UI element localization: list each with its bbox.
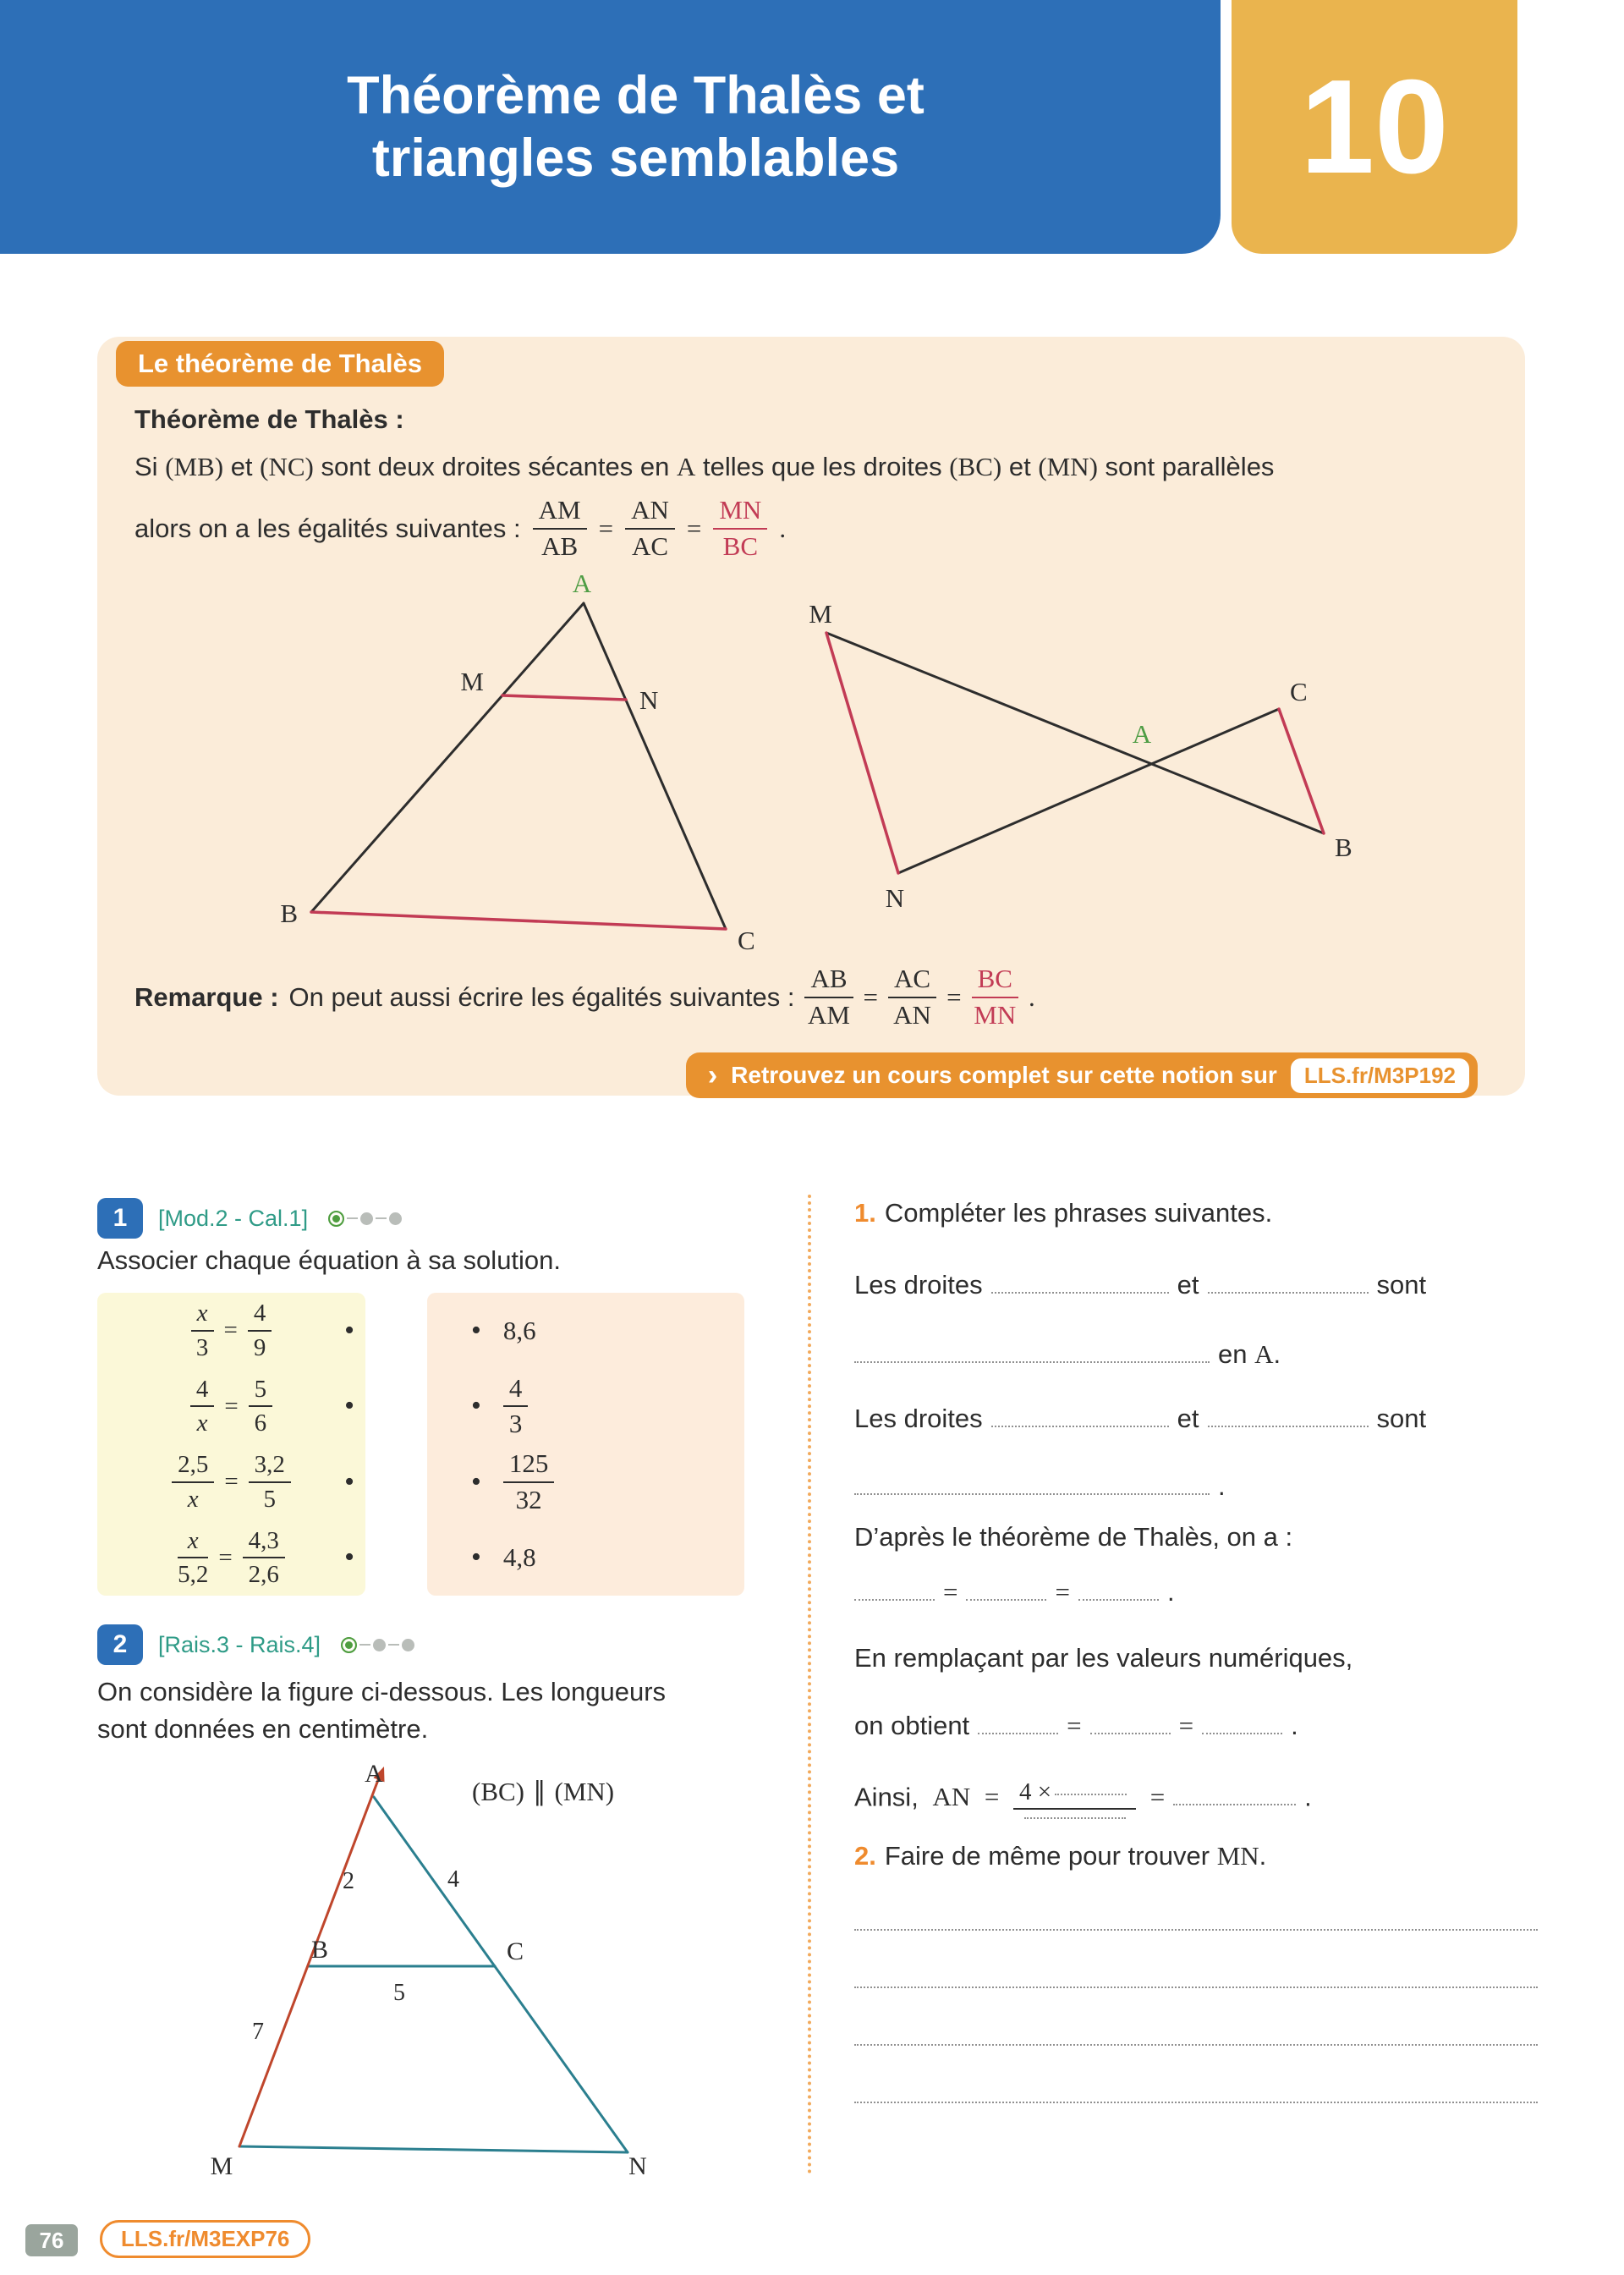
difficulty-dot <box>373 1639 386 1651</box>
point-label-N: N <box>885 883 905 913</box>
exercise2-instruction: On considère la figure ci-dessous. Les longueurs sont données en centimètre. <box>97 1677 667 1745</box>
fraction-MN-BC: $\frac{MN}{BC}$ <box>713 496 767 561</box>
length-BC: 5 <box>393 1980 405 2006</box>
fill-blank[interactable] <box>1208 1421 1369 1427</box>
exercise2-figure <box>127 1760 702 2183</box>
point-label-N: N <box>628 2152 647 2180</box>
point-label-M: M <box>809 599 832 629</box>
theorem-remark: Remarque : On peut aussi écrire les égalités suivantes : $\frac{AB}{AM}$ = $\frac{AC}{AN}$ = $\frac{BC}{MN}$ . <box>134 964 1035 1030</box>
match-dot: • <box>344 1390 354 1422</box>
match-dot: • <box>471 1314 481 1346</box>
phrase-line: on obtient = = . <box>854 1711 1298 1740</box>
remark-text: On peut aussi écrire les égalités suivantes : <box>288 981 795 1012</box>
equation-row: $\frac{x}{5,2}$ = $\frac{4,3}{2,6}$ • <box>178 1526 354 1589</box>
thales-triangle-figure <box>254 567 795 956</box>
question-2: 2. Faire de même pour trouver MN. <box>854 1841 1267 1871</box>
solution-row <box>427 1444 744 1520</box>
difficulty-dot <box>360 1212 373 1225</box>
match-dot: • <box>344 1541 354 1574</box>
title-line-2: triangles semblables <box>371 129 900 188</box>
fraction-AM-AB: $\frac{AM}{AB}$ <box>533 496 587 561</box>
solution-value: $\frac{125}{32}$ <box>503 1449 555 1514</box>
course-link-banner <box>686 1052 1478 1098</box>
equalities-prefix: alors on a les égalités suivantes : <box>134 513 521 543</box>
point-label-C: C <box>507 1937 524 1965</box>
fill-blank[interactable] <box>1208 1287 1369 1294</box>
difficulty-connector <box>359 1644 370 1646</box>
point-label-M: M <box>460 667 484 696</box>
exercise1-equations-box <box>97 1293 365 1596</box>
answer-line[interactable] <box>854 1929 1538 1931</box>
fill-blank[interactable] <box>854 1594 935 1601</box>
match-dot: • <box>471 1390 481 1422</box>
fill-blank[interactable] <box>1024 1812 1126 1819</box>
match-dot: • <box>471 1465 481 1497</box>
theorem-equalities: alors on a les égalités suivantes : $\frac{AM}{AB}$ = $\frac{AN}{AC}$ = $\frac{MN}{BC}$ . <box>134 495 787 561</box>
fill-blank[interactable] <box>1090 1728 1171 1734</box>
fill-blank[interactable] <box>991 1287 1169 1294</box>
point-label-A: A <box>1132 719 1152 749</box>
point-label-A: A <box>365 1760 383 1788</box>
fraction-AB-AM: $\frac{AB}{AM}$ <box>804 964 853 1030</box>
phrase-line: en A. <box>854 1338 1538 1371</box>
fill-blank[interactable] <box>854 1356 1210 1363</box>
question-1: 1. Compléter les phrases suivantes. <box>854 1198 1273 1228</box>
match-dot: • <box>471 1541 481 1574</box>
question-number: 1. <box>854 1198 876 1228</box>
phrase-line: D’après le théorème de Thalès, on a : <box>854 1522 1293 1552</box>
length-BM: 7 <box>252 2019 264 2045</box>
theorem-title: Théorème de Thalès : <box>134 404 404 434</box>
an-fraction: 4 × <box>1013 1778 1136 1819</box>
fraction-AN-AC: $\frac{AN}{AC}$ <box>625 496 675 561</box>
solution-value: $\frac{4}{3}$ <box>503 1374 529 1439</box>
point-label-M: M <box>210 2152 233 2180</box>
length-AC: 4 <box>447 1866 459 1893</box>
answer-line[interactable] <box>854 2102 1538 2103</box>
theorem-statement: Si (MB) et (NC) sont deux droites sécantes en A telles que les droites (BC) et (MN) sont parallèles <box>134 452 1275 481</box>
point-label-A: A <box>572 569 592 598</box>
equation-row: $\frac{4}{x}$ = $\frac{5}{6}$ • <box>97 1369 365 1445</box>
conclusion-line: Ainsi, AN = 4 × = . <box>854 1778 1538 1819</box>
point-label-C: C <box>1290 677 1308 706</box>
difficulty-dot <box>402 1639 414 1651</box>
solution-row <box>427 1293 744 1369</box>
answer-line[interactable] <box>854 1987 1538 1988</box>
equation-blanks-line: = = . <box>854 1575 1538 1609</box>
exercise2-number-badge: 2 <box>97 1624 143 1665</box>
difficulty-indicator <box>341 1637 414 1653</box>
equation-row: $\frac{x}{3}$ = $\frac{4}{9}$ • <box>97 1293 365 1369</box>
phrase-line: En remplaçant par les valeurs numériques, <box>854 1643 1353 1673</box>
solution-value: 4,8 <box>502 1542 536 1573</box>
column-separator <box>808 1195 811 2174</box>
theorem-pill: Le théorème de Thalès <box>116 341 444 387</box>
exercise1-solutions-box <box>427 1293 744 1596</box>
exercise-online-link[interactable]: LLS.fr/M3EXP76 <box>100 2220 310 2258</box>
remark-label: Remarque : <box>134 981 279 1012</box>
point-label-N: N <box>639 685 659 715</box>
exercise2-header <box>97 1624 414 1665</box>
point-label-C: C <box>738 926 755 955</box>
fill-blank[interactable] <box>1078 1594 1159 1601</box>
question-number: 2. <box>854 1841 876 1871</box>
fill-blank[interactable] <box>991 1421 1169 1427</box>
exercise2-skills-tag: [Rais.3 - Rais.4] <box>158 1631 321 1657</box>
solution-row <box>427 1369 744 1445</box>
parallel-note: (BC) ∥ (MN) <box>472 1777 615 1807</box>
fraction-AC-AN: $\frac{AC}{AN}$ <box>888 964 936 1030</box>
thales-butterfly-figure <box>795 592 1370 931</box>
point-label-B: B <box>1335 833 1352 862</box>
difficulty-indicator <box>328 1211 402 1227</box>
fill-blank[interactable] <box>978 1728 1058 1734</box>
fill-blank[interactable] <box>966 1594 1046 1601</box>
exercise1-instruction: Associer chaque équation à sa solution. <box>97 1245 562 1275</box>
length-AB: 2 <box>343 1868 354 1894</box>
exercise1-number-badge: 1 <box>97 1198 143 1239</box>
match-dot: • <box>344 1465 354 1497</box>
exercise1-skills-tag: [Mod.2 - Cal.1] <box>158 1205 309 1231</box>
fraction-BC-MN: $\frac{BC}{MN}$ <box>972 964 1018 1030</box>
difficulty-dot-active <box>341 1637 357 1653</box>
difficulty-dot-active <box>328 1211 344 1227</box>
solution-value: 8,6 <box>502 1315 536 1345</box>
equation-row: $\frac{2,5}{x}$ = $\frac{3,2}{5}$ • <box>97 1444 365 1520</box>
fill-blank[interactable] <box>854 1488 1210 1495</box>
difficulty-dot <box>389 1212 402 1225</box>
point-label-B: B <box>310 1936 329 1964</box>
solution-row <box>427 1520 744 1596</box>
fill-blank[interactable] <box>1202 1728 1282 1734</box>
chapter-header <box>0 0 1221 254</box>
page-title <box>296 64 924 190</box>
fill-blank[interactable] <box>1055 1789 1127 1795</box>
difficulty-connector <box>376 1217 387 1219</box>
point-label-B: B <box>280 898 298 928</box>
chapter-number: 10 <box>1232 0 1517 254</box>
page-number: 76 <box>25 2224 78 2256</box>
title-line-1: Théorème de Thalès et <box>347 65 924 125</box>
theorem-box <box>97 337 1525 1096</box>
banner-text: Retrouvez un cours complet sur cette notion sur <box>731 1062 1277 1088</box>
questions-column <box>854 1196 1538 2103</box>
exercise1-header <box>97 1198 402 1239</box>
phrase-line: . <box>854 1470 1538 1503</box>
fill-blank[interactable] <box>1173 1799 1296 1805</box>
match-dot: • <box>344 1314 354 1346</box>
parallel-icon: ∥ <box>533 1777 546 1807</box>
difficulty-connector <box>388 1644 399 1646</box>
answer-line[interactable] <box>854 2044 1538 2046</box>
difficulty-connector <box>347 1217 358 1219</box>
phrase-line: Les droites et sont <box>854 1404 1427 1433</box>
chevron-icon: › <box>707 1059 718 1091</box>
course-link[interactable]: LLS.fr/M3P192 <box>1291 1058 1469 1093</box>
phrase-line: Les droites et sont <box>854 1270 1427 1300</box>
